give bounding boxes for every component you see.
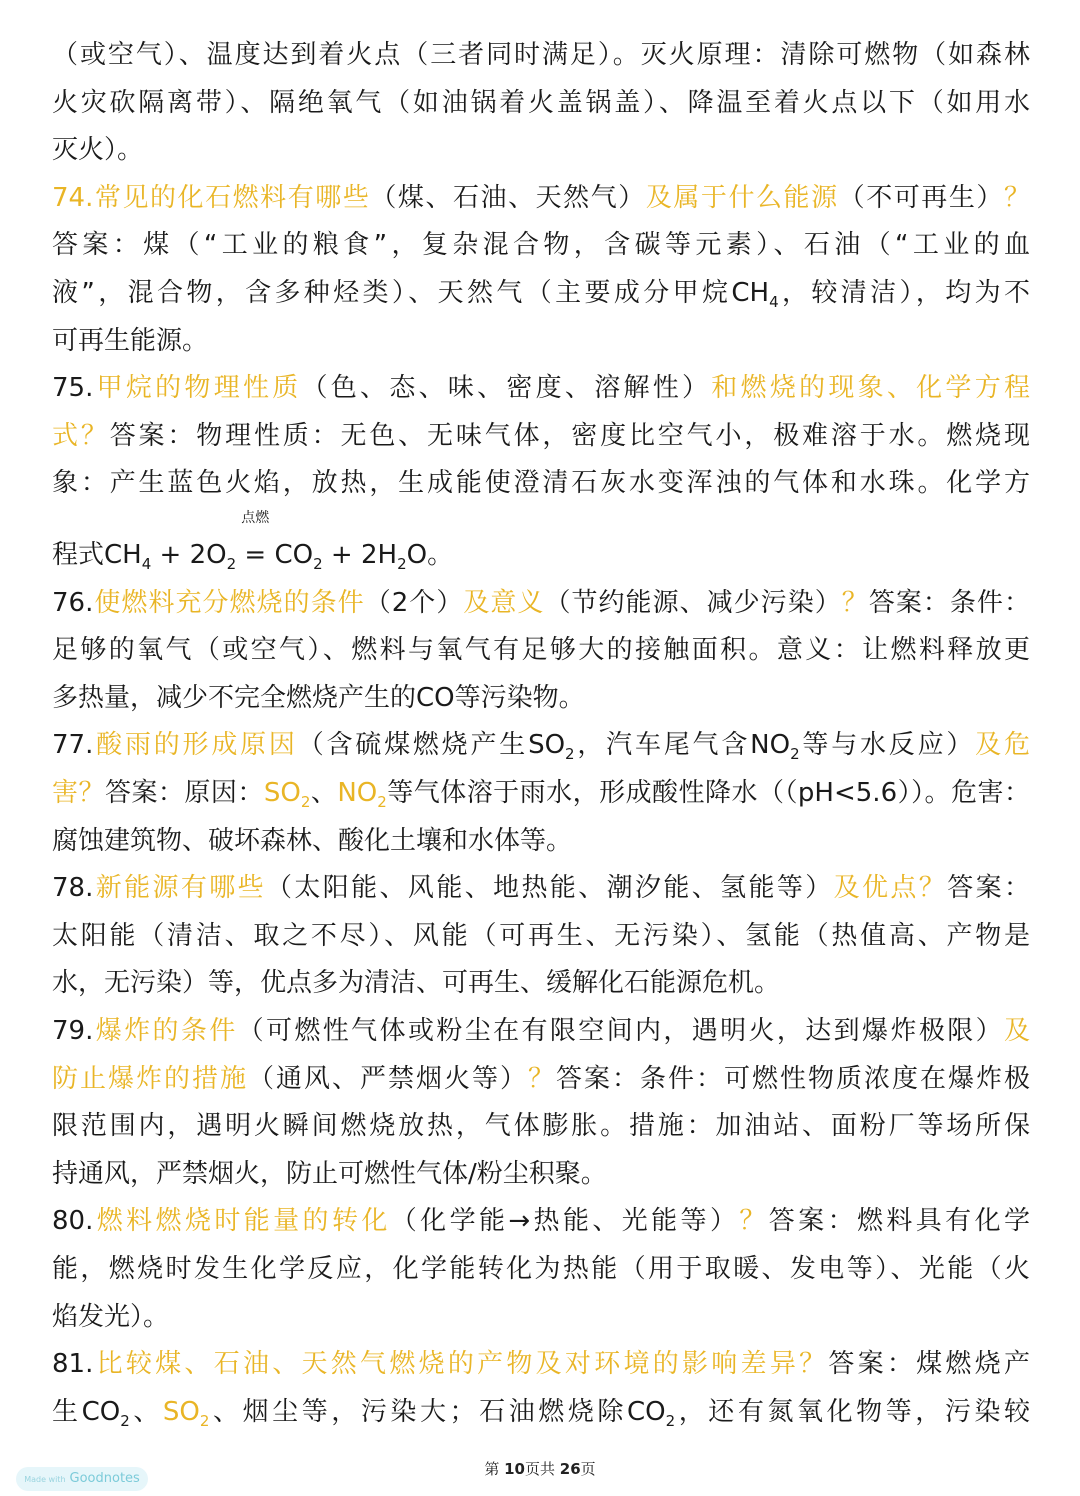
body-text: 液”，混合物，含多种烃类）、天然气（主要成分甲烷CH [52,278,770,308]
highlighted-question-text: 2 [377,793,387,811]
highlighted-question-text: 甲烷的物理性质 [93,373,302,404]
subscript: 2 [665,1411,676,1430]
body-text: 答案：煤（“工业的粮食”，复杂混合物，含碳等元素）、石油（“工业的血 [52,230,1030,261]
text-line [52,916,1030,956]
highlighted-question-text: 74.常见的化石燃料有哪些 [52,182,371,213]
body-text: 多热量，减少不完全燃烧产生的CO等污染物。 [52,682,585,713]
body-text: 80. [52,1206,94,1237]
text-line [52,35,1030,75]
goodnotes-badge [16,1467,148,1491]
body-text: 、烟尘等，污染大；石油燃烧除CO [209,1396,666,1427]
body-text: （或空气）、温度达到着火点（三者同时满足）。灭火原理：清除可燃物（如森林 [52,40,1030,70]
body-text: ，较清洁），均为不 [778,278,1030,308]
body-text: （节约能源、减少污染） [544,587,842,618]
body-text: （2个） [364,587,464,618]
body-text: + 2O [151,540,227,570]
body-text: 水，无污染）等，优点多为清洁、可再生、缓解化石能源危机。 [52,968,781,999]
body-text: + 2H [322,540,398,570]
text-line [52,368,1030,408]
made-with-label: Made with [24,1475,66,1484]
highlighted-question-text: 2 [199,1411,210,1430]
text-line [52,1344,1030,1384]
text-line [52,1059,1030,1099]
highlighted-question-text: 和燃烧的现象、化学方程 [711,373,1030,404]
body-text: O。 [406,540,454,570]
text-line [52,1249,1030,1289]
text-line [52,1297,1030,1337]
text-line [52,1011,1030,1051]
current-page: 10 [504,1460,525,1478]
body-text: 生CO [52,1396,121,1427]
text-line [52,1201,1030,1241]
highlighted-question-text: 害？ [52,778,105,808]
highlighted-question-text: 及危 [975,730,1030,761]
highlighted-question-text: ？ [1003,182,1030,213]
body-text: 78. [52,873,94,904]
body-text: 答案：煤燃烧产 [828,1349,1030,1380]
subscript: 2 [565,745,575,764]
body-text: 答案：燃料具有化学 [768,1206,1030,1237]
reaction-condition: 点燃 [241,510,270,526]
body-text [236,540,244,570]
highlighted-question-text: 爆炸的条件 [93,1016,238,1046]
body-text: 答案：物理性质：无色、无味气体，密度比空气小，极难溶于水。燃烧现 [109,420,1030,451]
body-text: 答案：原因： [104,778,264,808]
text-line [52,273,1030,313]
body-text: 腐蚀建筑物、破坏森林、酸化土壤和水体等。 [52,825,573,856]
highlighted-question-text: ？ [841,587,869,618]
body-text: 77. [52,730,94,761]
body-text: 答案：条件：可燃性物质浓度在爆炸极 [555,1063,1030,1094]
text-line [52,1154,1030,1194]
body-text: 火灾砍隔离带）、隔绝氧气（如油锅着火盖锅盖）、降温至着火点以下（如用水 [52,87,1030,118]
body-text: （煤、石油、天然气） [370,182,646,213]
body-text: 等气体溶于雨水，形成酸性降水（（pH<5.6））。危害： [386,778,1030,808]
body-text: （含硫煤燃烧产生SO [297,730,566,761]
body-text: 答案：条件： [868,587,1030,618]
body-text: （色、态、味、密度、溶解性） [301,373,712,404]
page-footer [0,1458,1080,1479]
body-text: 79. [52,1016,94,1046]
text-line [52,821,1030,861]
text-line [52,963,1030,1003]
text-line [52,583,1030,623]
equals-sign: = [244,540,267,570]
highlighted-question-text: 及属于什么能源 [645,182,839,213]
highlighted-question-text: SO [263,778,301,808]
subscript: 4 [141,555,152,573]
equation-sign [241,510,270,575]
body-text: 能，燃烧时发生化学反应，化学能转化为热能（用于取暖、发电等）、光能（火 [52,1254,1030,1284]
highlighted-question-text: ？ [739,1206,769,1237]
highlighted-question-text: 及意义 [463,587,545,618]
text-line [52,678,1030,718]
footer-suffix: 页 [580,1460,596,1478]
text-line [52,868,1030,908]
subscript: 2 [790,745,800,764]
highlighted-question-text: 及 [1003,1016,1030,1046]
text-line [52,510,1030,575]
subscript: 2 [397,555,407,573]
subscript: 2 [120,1411,130,1430]
text-line [52,725,1030,765]
subscript: 4 [769,293,779,311]
body-text: 限范围内，遇明火瞬间燃烧放热，气体膨胀。措施：加油站、面粉厂等场所保 [52,1111,1030,1142]
body-text: 象：产生蓝色火焰，放热，生成能使澄清石灰水变浑浊的气体和水珠。化学方 [52,468,1030,499]
footer-middle: 页共 [524,1460,560,1478]
text-line [52,1106,1030,1146]
body-text: （化学能→热能、光能等） [390,1206,740,1237]
highlighted-question-text: 新能源有哪些 [93,873,267,904]
body-text: （太阳能、风能、地热能、潮汐能、氢能等） [266,873,834,904]
text-line [52,416,1030,456]
text-line [52,463,1030,503]
highlighted-question-text: ？ [527,1063,556,1094]
text-line [52,225,1030,265]
text-line [52,130,1030,170]
body-text: 程式CH [52,540,142,570]
body-text: 足够的氧气（或空气）、燃料与氧气有足够大的接触面积。意义：让燃料释放更 [52,635,1030,666]
body-text: 、 [310,778,338,808]
text-line [52,630,1030,670]
text-line [52,178,1030,218]
body-text: 持通风，严禁烟火，防止可燃性气体/粉尘积聚。 [52,1158,607,1189]
body-text: （不可再生） [838,182,1004,213]
body-text: 81. [52,1349,94,1380]
footer-prefix: 第 [484,1460,505,1478]
body-text: 等与水反应） [799,730,976,761]
body-text: 可再生能源。 [52,325,209,356]
body-text: 焰发光）。 [52,1301,170,1332]
total-pages: 26 [559,1460,581,1478]
body-text: 灭火）。 [52,135,144,166]
text-line [52,1392,1030,1432]
body-text: （通风、严禁烟火等） [248,1063,528,1094]
highlighted-question-text: 防止爆炸的措施 [52,1063,248,1094]
body-text: 75. [52,373,94,404]
highlighted-question-text: SO [162,1396,200,1427]
highlighted-question-text: 2 [300,793,311,811]
highlighted-question-text: 使燃料充分燃烧的条件 [93,587,365,618]
body-text: ，汽车尾气含NO [574,730,791,761]
highlighted-question-text: NO [337,778,378,808]
body-text: ，还有氮氧化物等，污染较 [675,1396,1030,1427]
body-text: （可燃性气体或粉尘在有限空间内，遇明火，达到爆炸极限） [237,1016,1004,1046]
highlighted-question-text: 燃料燃烧时能量的转化 [93,1206,391,1237]
text-line [52,83,1030,123]
body-text: 、 [129,1396,163,1427]
highlighted-question-text: 酸雨的形成原因 [93,730,298,761]
body-text: 答案： [947,873,1030,904]
body-text: 76. [52,587,94,618]
highlighted-question-text: 及优点？ [833,873,948,904]
subscript: 2 [313,555,323,573]
body-text: 太阳能（清洁、取之不尽）、风能（可再生、无污染）、氢能（热值高、产物是 [52,920,1030,951]
body-text: CO [266,540,314,570]
goodnotes-brand: Goodnotes [69,1471,140,1486]
text-line [52,773,1030,813]
highlighted-question-text: 比较煤、石油、天然气燃烧的产物及对环境的影响差异？ [93,1349,829,1380]
highlighted-question-text: 式？ [52,420,110,451]
subscript: 2 [226,555,237,573]
text-line [52,321,1030,361]
